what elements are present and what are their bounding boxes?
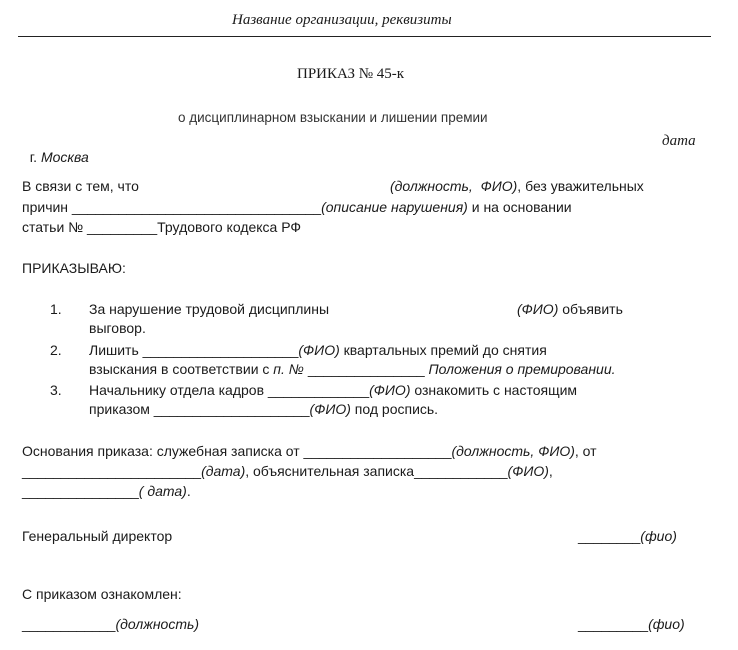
item-2-clause: п. № <box>273 361 304 377</box>
preamble-position-fio: (должность, ФИО) <box>390 178 518 194</box>
city-prefix: г. <box>29 149 41 165</box>
preamble-line-3: статьи № _________Трудового кодекса РФ <box>22 219 302 235</box>
city-name: Москва <box>40 149 89 165</box>
item-1-announce: объявить <box>558 301 623 317</box>
item-3-fio: (ФИО) <box>369 382 411 398</box>
preamble-text-1c: , без уважительных <box>517 178 644 194</box>
order-city <box>22 133 89 165</box>
basis-position-fio: (должность, ФИО) <box>451 443 575 459</box>
preamble-line-1-right <box>390 178 644 194</box>
organization-header: Название организации, реквизиты <box>232 12 452 28</box>
item-1-continuation: выговор. <box>89 320 146 336</box>
preamble-line-1 <box>22 178 139 194</box>
header-divider <box>18 36 711 37</box>
item-3-fio-2: (ФИО) <box>309 401 351 417</box>
item-number-2: 2. <box>50 342 62 358</box>
position-label: (должность) <box>115 616 200 632</box>
preamble-line-2 <box>22 199 572 215</box>
item-3-line-2: приказом ____________________(ФИО) под роспись. <box>89 401 439 417</box>
basis-date-2: ( дата) <box>138 483 187 499</box>
director-fio: (фио) <box>640 528 677 544</box>
preamble-text-1a: В связи с тем, что <box>22 178 139 194</box>
director-title: Генеральный директор <box>22 528 173 544</box>
basis-fio: (ФИО) <box>507 463 549 479</box>
order-date: дата <box>662 133 696 149</box>
basis-line-2: _______________________(дата), объяснительная записка____________(ФИО), <box>22 463 553 479</box>
preamble-text-2a: причин ________________________________ <box>22 199 322 215</box>
director-signature-line: ________ <box>578 528 641 544</box>
item-2-line-1: Лишить ____________________(ФИО) квартальных премий до снятия <box>89 342 547 358</box>
order-subject: о дисциплинарном взыскании и лишении премии <box>178 110 488 125</box>
fio-line: _________ <box>578 616 649 632</box>
order-command: ПРИКАЗЫВАЮ: <box>22 260 126 276</box>
acknowledged-fio <box>578 616 685 632</box>
item-1-right <box>517 301 623 317</box>
preamble-text-2c: и на основании <box>467 199 572 215</box>
basis-line-1: Основания приказа: служебная записка от ___________________(должность, ФИО), от <box>22 443 597 459</box>
violation-description: (описание нарушения) <box>321 199 468 215</box>
position-line: ____________ <box>22 616 116 632</box>
basis-date: (дата) <box>201 463 246 479</box>
acknowledged-position <box>22 616 199 632</box>
item-1-text: За нарушение трудовой дисциплины <box>89 301 330 317</box>
acknowledged-label: С приказом ознакомлен: <box>22 586 182 602</box>
order-title: ПРИКАЗ № 45-к <box>297 66 405 82</box>
item-number-1: 1. <box>50 301 62 317</box>
fio-label: (фио) <box>648 616 685 632</box>
bonus-regulation: Положения о премировании. <box>428 361 616 377</box>
director-signature <box>578 528 677 544</box>
basis-line-3: _______________( дата). <box>22 483 191 499</box>
item-1-fio: (ФИО) <box>517 301 559 317</box>
item-2-line-2: взыскания в соответствии с п. № _______________ Положения о премировании. <box>89 361 616 377</box>
item-2-fio: (ФИО) <box>298 342 340 358</box>
item-3-line-1: Начальнику отдела кадров _____________(ФИО) ознакомить с настоящим <box>89 382 578 398</box>
item-number-3: 3. <box>50 382 62 398</box>
